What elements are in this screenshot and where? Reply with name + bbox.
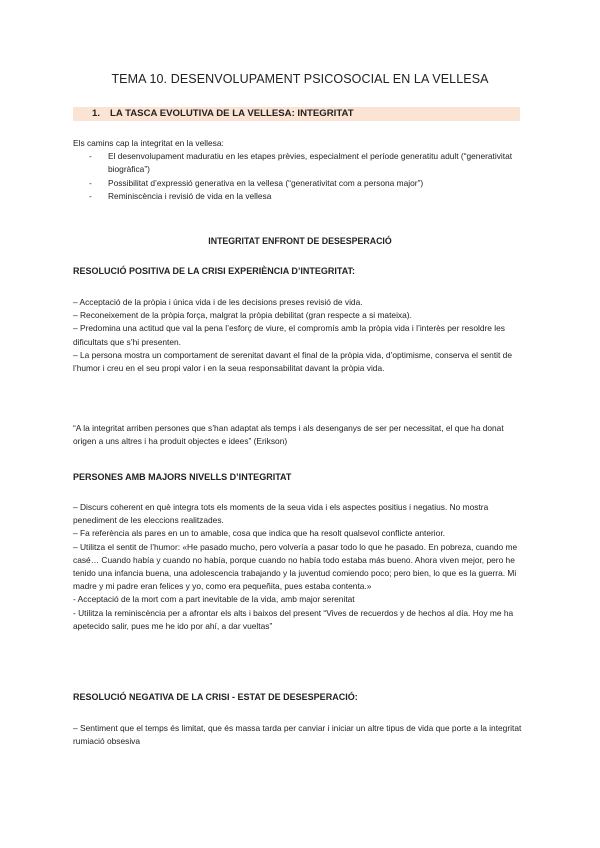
- page-title: TEMA 10. DESENVOLUPAMENT PSICOSOCIAL EN LA VELLESA: [111, 72, 489, 86]
- paragraph: – Sentiment que el temps és limitat, que és massa tarda per canviar i iniciar un altre tipus de vida que porte a la integritat rumiació obsesiva: [73, 723, 522, 747]
- negative-block: [73, 722, 529, 748]
- paragraph: – Predomina una actitud que val la pena l’esforç de viure, el compromís amb la pròpia vida i l’interès per resoldre les dificultats que s’hi presenten.: [73, 323, 505, 347]
- positive-block: [73, 296, 529, 375]
- section-label: LA TASCA EVOLUTIVA DE LA VELLESA: INTEGRITAT: [110, 108, 354, 119]
- quote-text: “A la integritat arriben persones que s’han adaptat als temps i als desenganys de ser per necessitat, el que ha donat origen a uns altres i ha produit objectes e idees” (Erikson): [73, 423, 504, 447]
- paragraph: - Acceptació de la mort com a part inevitable de la vida, amb major serenitat: [73, 594, 355, 605]
- paragraph: - Utilitza la reminiscència per a afrontar els alts i baixos del present “Vives de recuerdos y de hechos al día. Hoy me ha apetecido salir, pues me he ido por ahí, a dar vueltas”: [73, 607, 514, 631]
- paragraph: – Fa referència als pares en un to amable, cosa que indica que ha resolt qualsevol conflicte anterior.: [73, 528, 445, 539]
- paragraph: – Acceptació de la pròpia i única vida i de les decisions preses revisió de vida.: [73, 297, 363, 307]
- paragraph: – La persona mostra un comportament de serenitat davant el final de la pròpia vida, d’optimisme, conserva el sentit de l’humor i creu en el seu propi valor i en la seua responsabilitat davant la pròpia vida.: [73, 349, 513, 374]
- heading-integritat: INTEGRITAT ENFRONT DE DESESPERACIÓ: [208, 236, 392, 246]
- section-heading-1: [73, 107, 520, 121]
- paragraph: – Discurs coherent en què integra tots els moments de la seua vida i els aspectes positius i negatius. No mostra penediment de les eleccions realitzades.: [73, 502, 489, 526]
- persons-block: [73, 501, 529, 633]
- intro-lead: Els camins cap la integritat en la vellesa:: [73, 138, 224, 148]
- heading-negative-resolution: RESOLUCIÓ NEGATIVA DE LA CRISI - ESTAT DE DESESPERACIÓ:: [73, 692, 358, 702]
- heading-persons: PERSONES AMB MAJORS NIVELLS D’INTEGRITAT: [73, 472, 292, 482]
- paragraph: – Reconeixement de la pròpia força, malgrat la pròpia debilitat (gran respecte a si mateixa).: [73, 310, 412, 321]
- intro-list: [73, 150, 529, 203]
- list-item: - Possibilitat d’expressió generativa en la vellesa (“generativitat com a persona major”): [89, 177, 424, 188]
- erikson-quote: [73, 422, 529, 448]
- paragraph: – Utilitza el sentit de l’humor: «He pasado mucho, pero volvería a pasar todo lo que he pasado. En pobreza, cuando me casé… Cuando había y cuando no había, porque cuando no había todo estaba más bueno. Ahora viven mejor, pero he tenido una infancia buena, una adolescencia trabajando y la juventud comiendo poco; pero bien, lo que es la guerra. Mi madre y mi padre eran felices y yo, como era pequeñita, pues estaba contenta.»: [73, 541, 518, 592]
- intro-block: [73, 137, 529, 203]
- section-number: 1.: [92, 108, 101, 119]
- list-item: - El desenvolupament maduratiu en les etapes prèvies, especialment el període generatitu adult (“generativitat biogràfica”): [89, 151, 513, 175]
- list-item: - Reminiscència i revisió de vida en la vellesa: [89, 190, 272, 201]
- heading-positive-resolution: RESOLUCIÓ POSITIVA DE LA CRISI EXPERIÈNCIA D’INTEGRITAT:: [73, 266, 356, 276]
